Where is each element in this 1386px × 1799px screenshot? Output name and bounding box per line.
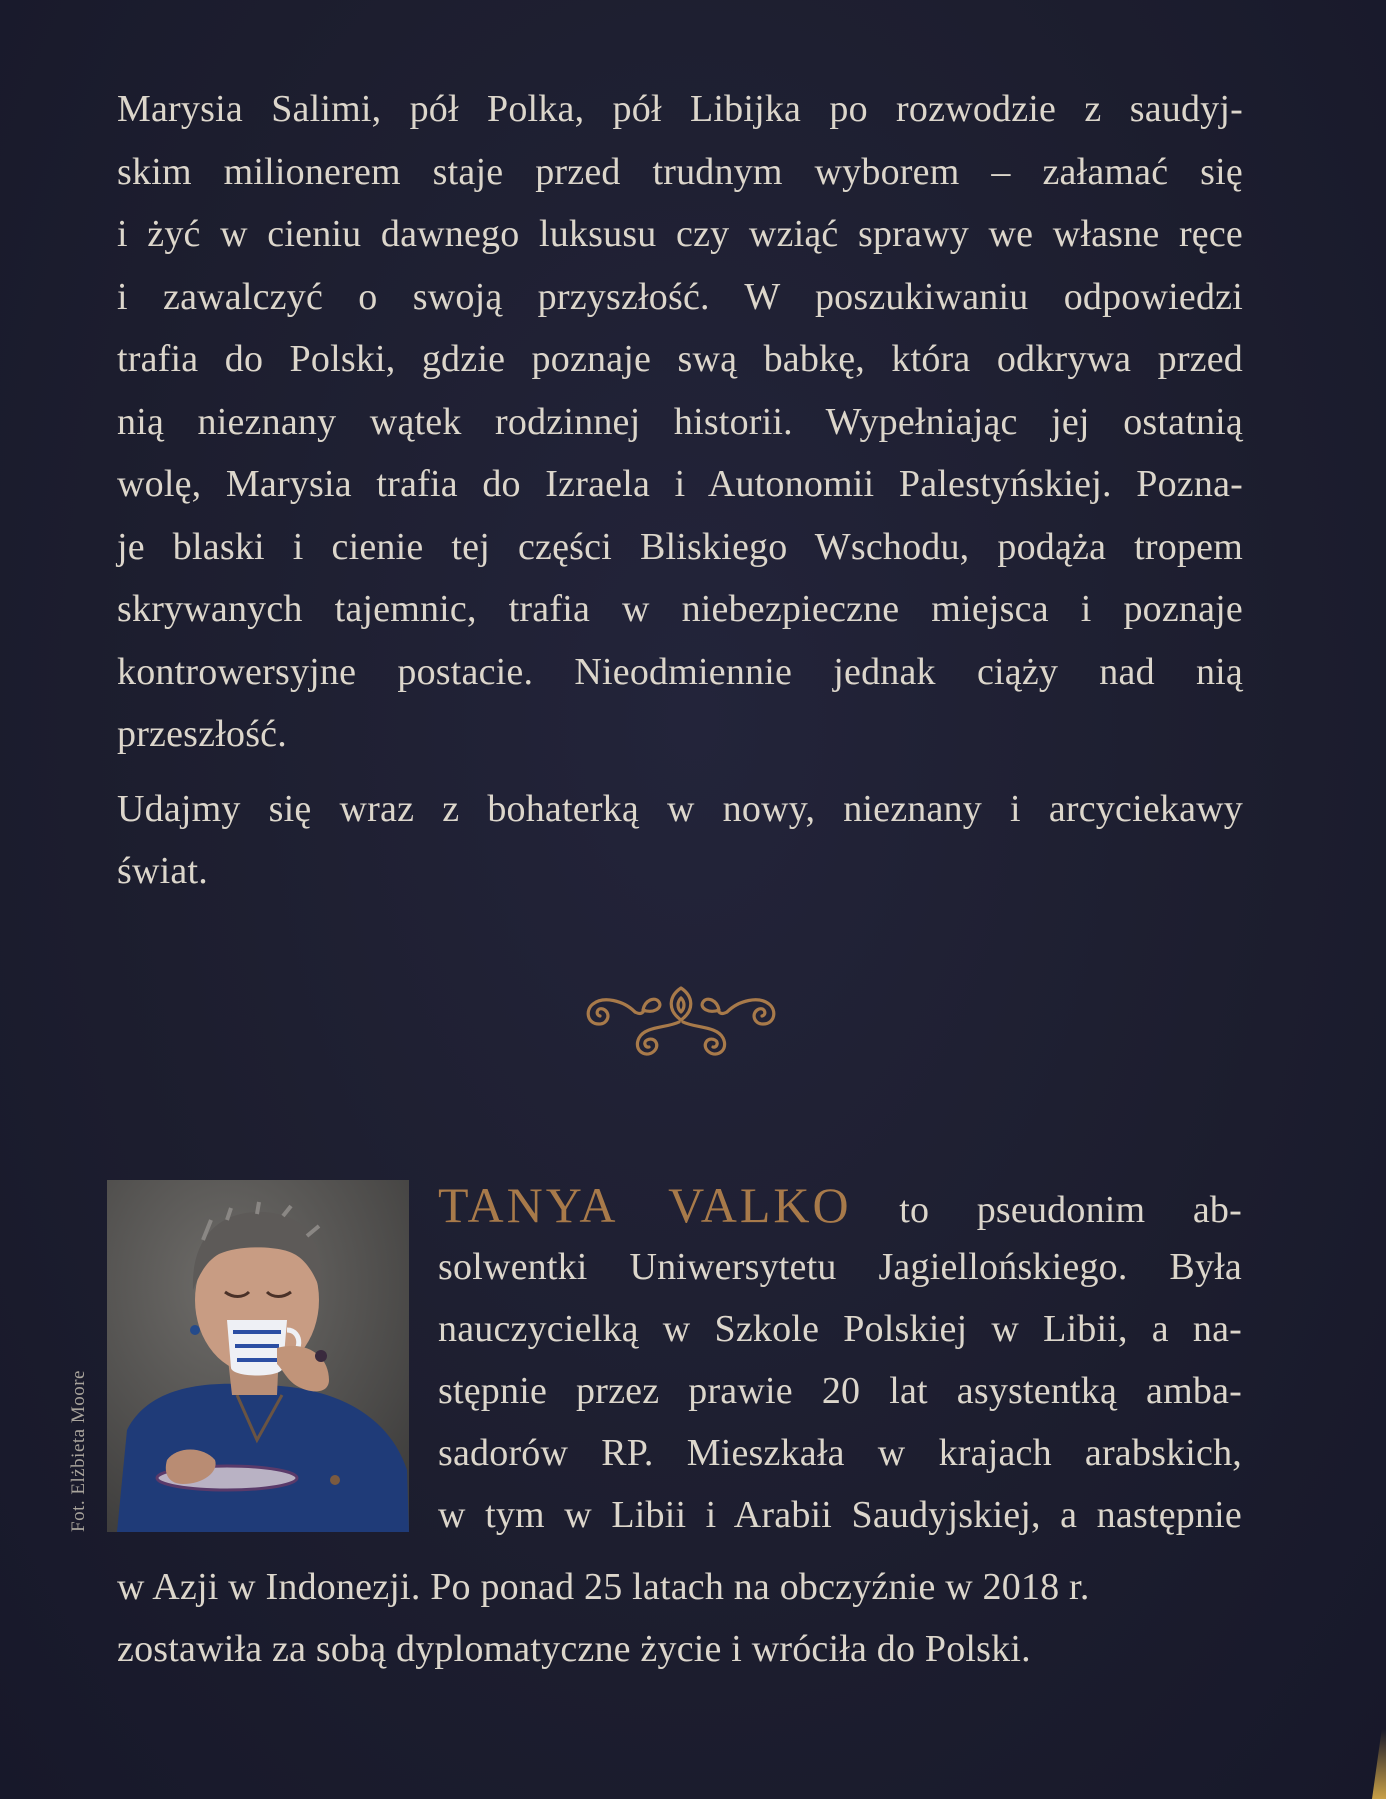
bio-line: solwentki Uniwersytetu Jagiellońskiego. Była: [438, 1246, 1242, 1288]
blurb-line: nią nieznany wątek rodzinnej historii. Wypełniając jej ostatnią: [117, 400, 1243, 443]
blurb-line: Marysia Salimi, pół Polka, pół Libijka po rozwodzie z saudyj-: [117, 88, 1243, 130]
blurb-line: świat.: [117, 850, 208, 892]
bio-line: w tym w Libii i Arabii Saudyjskiej, a następnie: [438, 1494, 1242, 1536]
blurb-line: kontrowersyjne postacie. Nieodmiennie jednak ciąży nad nią: [117, 650, 1243, 693]
bio-line-with-name: [438, 1174, 1242, 1241]
blurb-line: trafia do Polski, gdzie poznaje swą babkę, która odkrywa przed: [117, 338, 1243, 380]
photo-credit: Fot. Elżbieta Moore: [68, 1370, 89, 1532]
blurb-line: Udajmy się wraz z bohaterką w nowy, nieznany i arcyciekawy: [117, 787, 1243, 830]
bio-text: to pseudonim ab-: [899, 1189, 1242, 1231]
bio-line: stępnie przez prawie 20 lat asystentką amba-: [438, 1370, 1242, 1412]
blurb-line: skim milionerem staje przed trudnym wyborem – załamać się: [117, 150, 1243, 193]
author-name: TANYA VALKO: [438, 1177, 852, 1233]
author-portrait-photo: [107, 1180, 409, 1532]
blurb-line: wolę, Marysia trafia do Izraela i Autonomii Palestyńskiej. Pozna-: [117, 463, 1243, 505]
book-blurb: [117, 78, 1243, 903]
scroll-flourish-ornament-icon: [583, 972, 779, 1062]
blurb-line: i żyć w cieniu dawnego luksusu czy wziąć sprawy we własne ręce: [117, 213, 1243, 255]
bio-line: zostawiła za sobą dyplomatyczne życie i wróciła do Polski.: [117, 1628, 1031, 1670]
blurb-paragraph-2: [117, 778, 1243, 903]
bio-line: sadorów RP. Mieszkała w krajach arabskich,: [438, 1432, 1242, 1474]
blurb-line: przeszłość.: [117, 713, 287, 755]
blurb-line: je blaski i cienie tej części Bliskiego Wschodu, podąża tropem: [117, 525, 1243, 568]
bio-line: w Azji w Indonezji. Po ponad 25 latach na obczyźnie w 2018 r.: [117, 1566, 1090, 1608]
blurb-line: skrywanych tajemnic, trafia w niebezpieczne miejsca i poznaje: [117, 588, 1243, 630]
bio-line: nauczycielką w Szkole Polskiej w Libii, a na-: [438, 1308, 1242, 1350]
blurb-paragraph-1: [117, 78, 1243, 766]
blurb-line: i zawalczyć o swoją przyszłość. W poszukiwaniu odpowiedzi: [117, 275, 1243, 318]
